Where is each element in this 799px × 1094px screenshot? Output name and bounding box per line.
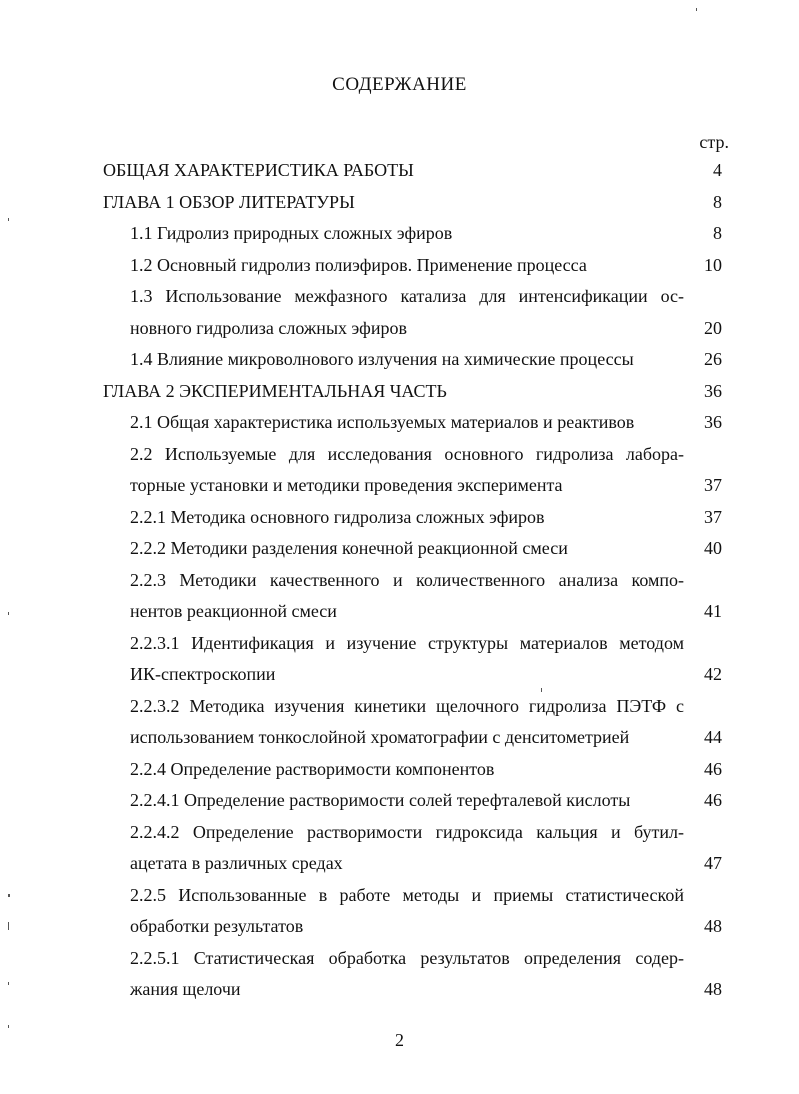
toc-page-number: 47 — [704, 853, 722, 873]
toc-section-title-continuation: обработки результатов — [130, 916, 304, 936]
toc-page-number: 10 — [704, 255, 722, 275]
scan-speck — [8, 982, 9, 985]
toc-page-number: 26 — [704, 349, 722, 369]
toc-section-title: 2.2.5.1 Статистическая обработка результатов определения содер- — [130, 948, 684, 968]
toc-section-title-continuation: торные установки и методики проведения эксперимента — [130, 475, 563, 495]
toc-section-title: 2.2.4.1 Определение растворимости солей терефталевой кислоты — [130, 790, 631, 810]
toc-chapter-title: ОБЩАЯ ХАРАКТЕРИСТИКА РАБОТЫ — [103, 160, 414, 180]
toc-section-title-continuation: новного гидролиза сложных эфиров — [130, 318, 407, 338]
toc-section-title: 2.2.5 Использованные в работе методы и приемы статистической — [130, 885, 684, 905]
toc-page-number: 46 — [704, 759, 722, 779]
page-number: 2 — [395, 1030, 404, 1050]
toc-section-title-continuation: нентов реакционной смеси — [130, 601, 337, 621]
toc-section-title-continuation: жания щелочи — [130, 979, 241, 999]
scan-speck — [8, 922, 9, 930]
scan-speck — [696, 8, 697, 11]
toc-section-title: 2.2.4.2 Определение растворимости гидроксида кальция и бутил- — [130, 822, 684, 842]
toc-page-number: 8 — [713, 223, 722, 243]
toc-section-title: 1.1 Гидролиз природных сложных эфиров — [130, 223, 453, 243]
toc-section-title: 2.2 Используемые для исследования основного гидролиза лабора- — [130, 444, 684, 464]
toc-section-title: 2.2.2 Методики разделения конечной реакционной смеси — [130, 538, 568, 558]
toc-page-number: 44 — [704, 727, 722, 747]
toc-page-number: 41 — [704, 601, 722, 621]
toc-chapter-title: ГЛАВА 1 ОБЗОР ЛИТЕРАТУРЫ — [103, 192, 355, 212]
toc-page-number: 48 — [704, 979, 722, 999]
toc-section-title: 1.3 Использование межфазного катализа для интенсификации ос- — [130, 286, 684, 306]
scan-speck — [8, 894, 10, 897]
toc-page-number: 4 — [713, 160, 722, 180]
toc-page-number: 42 — [704, 664, 722, 684]
toc-section-title: 2.2.1 Методика основного гидролиза сложных эфиров — [130, 507, 545, 527]
toc-page-number: 46 — [704, 790, 722, 810]
scan-speck — [8, 612, 9, 615]
toc-section-title: 2.1 Общая характеристика используемых материалов и реактивов — [130, 412, 635, 432]
page-title: СОДЕРЖАНИЕ — [332, 74, 467, 95]
toc-section-title-continuation: ИК-спектроскопии — [130, 664, 276, 684]
toc-page-number: 48 — [704, 916, 722, 936]
toc-page-number: 8 — [713, 192, 722, 212]
toc-section-title: 2.2.4 Определение растворимости компонентов — [130, 759, 495, 779]
toc-page-number: 36 — [704, 412, 722, 432]
toc-section-title: 1.2 Основный гидролиз полиэфиров. Применение процесса — [130, 255, 587, 275]
toc-page-number: 37 — [704, 475, 722, 495]
toc-section-title: 2.2.3.2 Методика изучения кинетики щелочного гидролиза ПЭТФ с — [130, 696, 684, 716]
toc-section-title-continuation: использованием тонкослойной хроматографии с денситометрией — [130, 727, 630, 747]
toc-section-title: 1.4 Влияние микроволнового излучения на химические процессы — [130, 349, 634, 369]
toc-chapter-title: ГЛАВА 2 ЭКСПЕРИМЕНТАЛЬНАЯ ЧАСТЬ — [103, 381, 447, 401]
toc-section-title: 2.2.3.1 Идентификация и изучение структуры материалов методом — [130, 633, 684, 653]
toc-page-number: 20 — [704, 318, 722, 338]
toc-section-title-continuation: ацетата в различных средах — [130, 853, 343, 873]
toc-page-number: 40 — [704, 538, 722, 558]
toc-page-number: 37 — [704, 507, 722, 527]
scan-speck — [8, 218, 9, 221]
scan-speck — [541, 688, 542, 692]
scan-speck — [8, 1025, 9, 1028]
toc-section-title: 2.2.3 Методики качественного и количественного анализа компо- — [130, 570, 684, 590]
page-column-label: стр. — [699, 132, 729, 152]
toc-page-number: 36 — [704, 381, 722, 401]
